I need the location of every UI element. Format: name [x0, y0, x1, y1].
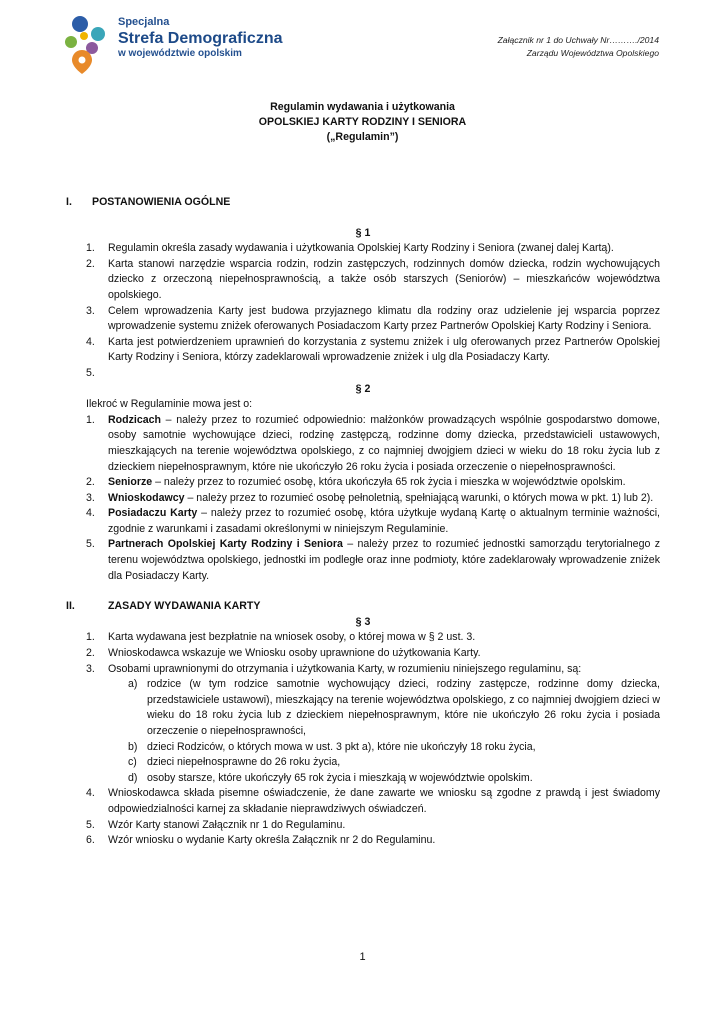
list-item — [66, 257, 660, 304]
title-line3: („Regulamin”) — [326, 131, 399, 143]
list-item — [108, 740, 660, 756]
section-number: I. — [66, 196, 72, 208]
list-item — [66, 241, 660, 257]
logo-line2: Strefa Demograficzna — [118, 30, 283, 47]
list-item-text: Wnioskodawca składa pisemne oświadczenie, że dane zawarte we wniosku są zgodne z prawdą i jest świadomy odpowiedzialności karnej za składanie nieprawdziwych oświadczeń. — [108, 787, 660, 815]
paragraph1-list — [66, 241, 660, 381]
list-item — [66, 786, 660, 817]
list-item-number: 2. — [86, 476, 95, 489]
logo-mark-icon — [62, 12, 114, 76]
document-body — [66, 195, 660, 849]
definitions-intro: Ilekroć w Regulaminie mowa jest o: — [86, 398, 253, 411]
logo — [62, 12, 292, 76]
list-item — [66, 413, 660, 475]
list-item-text: – należy przez to rozumieć osobę, która ukończyła 65 rok życia i mieszka w województwie opolskim. — [152, 476, 626, 489]
list-item — [66, 537, 660, 584]
title-line2: OPOLSKIEJ KARTY RODZINY I SENIORA — [258, 116, 467, 128]
list-item — [66, 366, 660, 382]
list-item-text: – należy przez to rozumieć odpowiednio: małżonków prowadzących wspólnie gospodarstwo domowe, osoby samotnie wychowujące dzieci, rodzinę zastępczą, rodzinne domy dziecka, przedstawicieli ustawowych, mieszkających na terenie województwa opolskiego, z co najmniej dwojgiem dzieci w wieku do 18 roku życia lub z dzieckiem niepełnosprawnym, które nie ukończyło 26 roku życia i posiada orzeczenie o niepełnosprawności. — [108, 413, 660, 473]
list-item-text: rodzice (w tym rodzice samotnie wychowujący dzieci, rodziny zastępcze, rodzinne domy dziecka, przedstawiciele ustawowi), mieszkający na terenie województwa opolskiego, z co najmniej dwojgiem dzieci w wieku do 18 roku życia lub z dzieckiem niepełnosprawnym, które nie ukończyło 26 roku życia i posiada orzeczenie o niepełnosprawności, — [147, 678, 660, 737]
list-item — [66, 304, 660, 335]
list-item — [108, 755, 660, 771]
section-title: ZASADY WYDAWANIA KARTY — [108, 600, 261, 613]
logo-line3: w województwie opolskim — [118, 48, 242, 59]
list-item-number: 4. — [86, 787, 95, 800]
list-item-text: Wzór wniosku o wydanie Karty określa Załącznik nr 2 do Regulaminu. — [108, 834, 436, 847]
list-item — [66, 646, 660, 662]
eligible-persons-list — [66, 677, 660, 786]
list-item-number: a) — [128, 678, 138, 691]
list-item — [66, 335, 660, 366]
list-item — [66, 630, 660, 646]
list-item-number: b) — [128, 740, 138, 753]
attachment-note-line1: Załącznik nr 1 do Uchwały Nr………./2014 — [497, 35, 659, 45]
title-line1: Regulamin wydawania i użytkowania — [270, 101, 455, 113]
list-item — [66, 818, 660, 834]
list-item-number: 3. — [86, 662, 95, 675]
list-item-text: osoby starsze, które ukończyły 65 rok życia i mieszkają w województwie opolskim. — [147, 771, 533, 784]
list-item-text: – należy przez to rozumieć osobę pełnoletnią, spełniającą warunki, o których mowa w pkt. 1) lub 2). — [184, 491, 654, 504]
list-item-number: 5. — [86, 818, 95, 831]
list-item — [66, 662, 660, 678]
section-heading — [66, 599, 660, 615]
list-item-number: 4. — [86, 335, 95, 348]
attachment-note-line2: Zarządu Województwa Opolskiego — [526, 48, 659, 58]
attachment-note — [498, 34, 659, 60]
section-number: II. — [66, 600, 75, 613]
list-item-number: 3. — [86, 304, 95, 317]
list-item-number: 1. — [86, 413, 95, 426]
list-item-text: Celem wprowadzenia Karty jest budowa przyjaznego klimatu dla rodziny oraz udzielenie jej wsparcia poprzez wprowadzenie systemu zniżek oferowanych Posiadaczom Karty przez Partnerów Opolskiej Karty Rodziny i Seniora. — [108, 304, 660, 333]
paragraph-mark: § 2 — [355, 382, 371, 395]
list-item-number: 5. — [86, 538, 95, 551]
definitions-list — [66, 413, 660, 585]
paragraph-mark: § 3 — [355, 615, 371, 628]
list-item-text: Osobami uprawnionymi do otrzymania i użytkowania Karty, w rozumieniu niniejszego regulaminu, są: — [108, 662, 582, 675]
list-item — [66, 491, 660, 507]
list-item-number: 4. — [86, 507, 95, 520]
section-title: POSTANOWIENIA OGÓLNE — [92, 196, 231, 208]
list-item-number: 1. — [86, 242, 95, 255]
list-item-text: – należy przez to rozumieć jednostki samorządu terytorialnego z terenu województwa opolskiego, jednostki im podległe oraz inne podmioty, które zadeklarowały wprowadzenie zniżek dla Posiadaczy Karty. — [108, 538, 660, 582]
list-item — [108, 677, 660, 739]
page-number: 1 — [359, 951, 366, 963]
list-item-text: Wnioskodawca wskazuje we Wniosku osoby uprawnione do użytkowania Karty. — [108, 647, 481, 660]
paragraph3-list — [66, 630, 660, 677]
list-item — [66, 475, 660, 491]
list-item — [66, 833, 660, 849]
list-item-number: 3. — [86, 491, 95, 504]
list-item-text: dzieci Rodziców, o których mowa w ust. 3 pkt a), które nie ukończyły 18 roku życia, — [147, 740, 536, 753]
list-item-text: Regulamin określa zasady wydawania i użytkowania Opolskiej Karty Rodziny i Seniora (zwanej dalej Kartą). — [108, 242, 614, 255]
list-item-number: 6. — [86, 834, 95, 847]
defined-term: Seniorze — [108, 476, 153, 489]
list-item-text: Karta stanowi narzędzie wsparcia rodzin, rodzin zastępczych, rodzinnych domów dziecka, rodzin wychowujących dziecko z orzeczoną niepełnosprawnością, a także osób starszych (Seniorów) – mieszkańców województwa opolskiego. — [108, 257, 660, 301]
list-item-text: Karta jest potwierdzeniem uprawnień do korzystania z systemu zniżek i ulg oferowanych przez Partnerów Opolskiej Karty Rodziny i Seniora, którzy zadeklarowali wprowadzenie zniżek i ulg dla Posiadaczy Karty. — [108, 335, 660, 364]
paragraph-mark: § 1 — [355, 226, 371, 239]
defined-term: Rodzicach — [108, 413, 161, 426]
list-item-text: dzieci niepełnosprawne do 26 roku życia, — [147, 756, 341, 769]
paragraph3-list-continued — [66, 786, 660, 848]
list-item-number: 2. — [86, 257, 95, 270]
section-heading — [66, 195, 660, 211]
list-item-number: c) — [128, 756, 137, 769]
list-item-text: – należy przez to rozumieć osobę, która użytkuje wydaną Kartę o aktualnym terminie ważności, zgodnie z warunkami i zasadami określonymi w niniejszym Regulaminie. — [108, 507, 660, 535]
list-item-text: Wzór Karty stanowi Załącznik nr 1 do Regulaminu. — [108, 818, 346, 831]
defined-term: Posiadaczu Karty — [108, 507, 198, 520]
list-item-number: d) — [128, 771, 138, 784]
list-item-number: 5. — [86, 366, 95, 379]
document-title — [0, 100, 725, 145]
list-item-text: Karta wydawana jest bezpłatnie na wniosek osoby, o której mowa w § 2 ust. 3. — [108, 631, 476, 644]
list-item — [108, 771, 660, 787]
defined-term: Wnioskodawcy — [108, 491, 185, 504]
defined-term: Partnerach Opolskiej Karty Rodziny i Seniora — [108, 538, 343, 551]
list-item-number: 2. — [86, 647, 95, 660]
list-item — [66, 506, 660, 537]
logo-line1: Specjalna — [118, 16, 170, 28]
list-item-number: 1. — [86, 631, 95, 644]
